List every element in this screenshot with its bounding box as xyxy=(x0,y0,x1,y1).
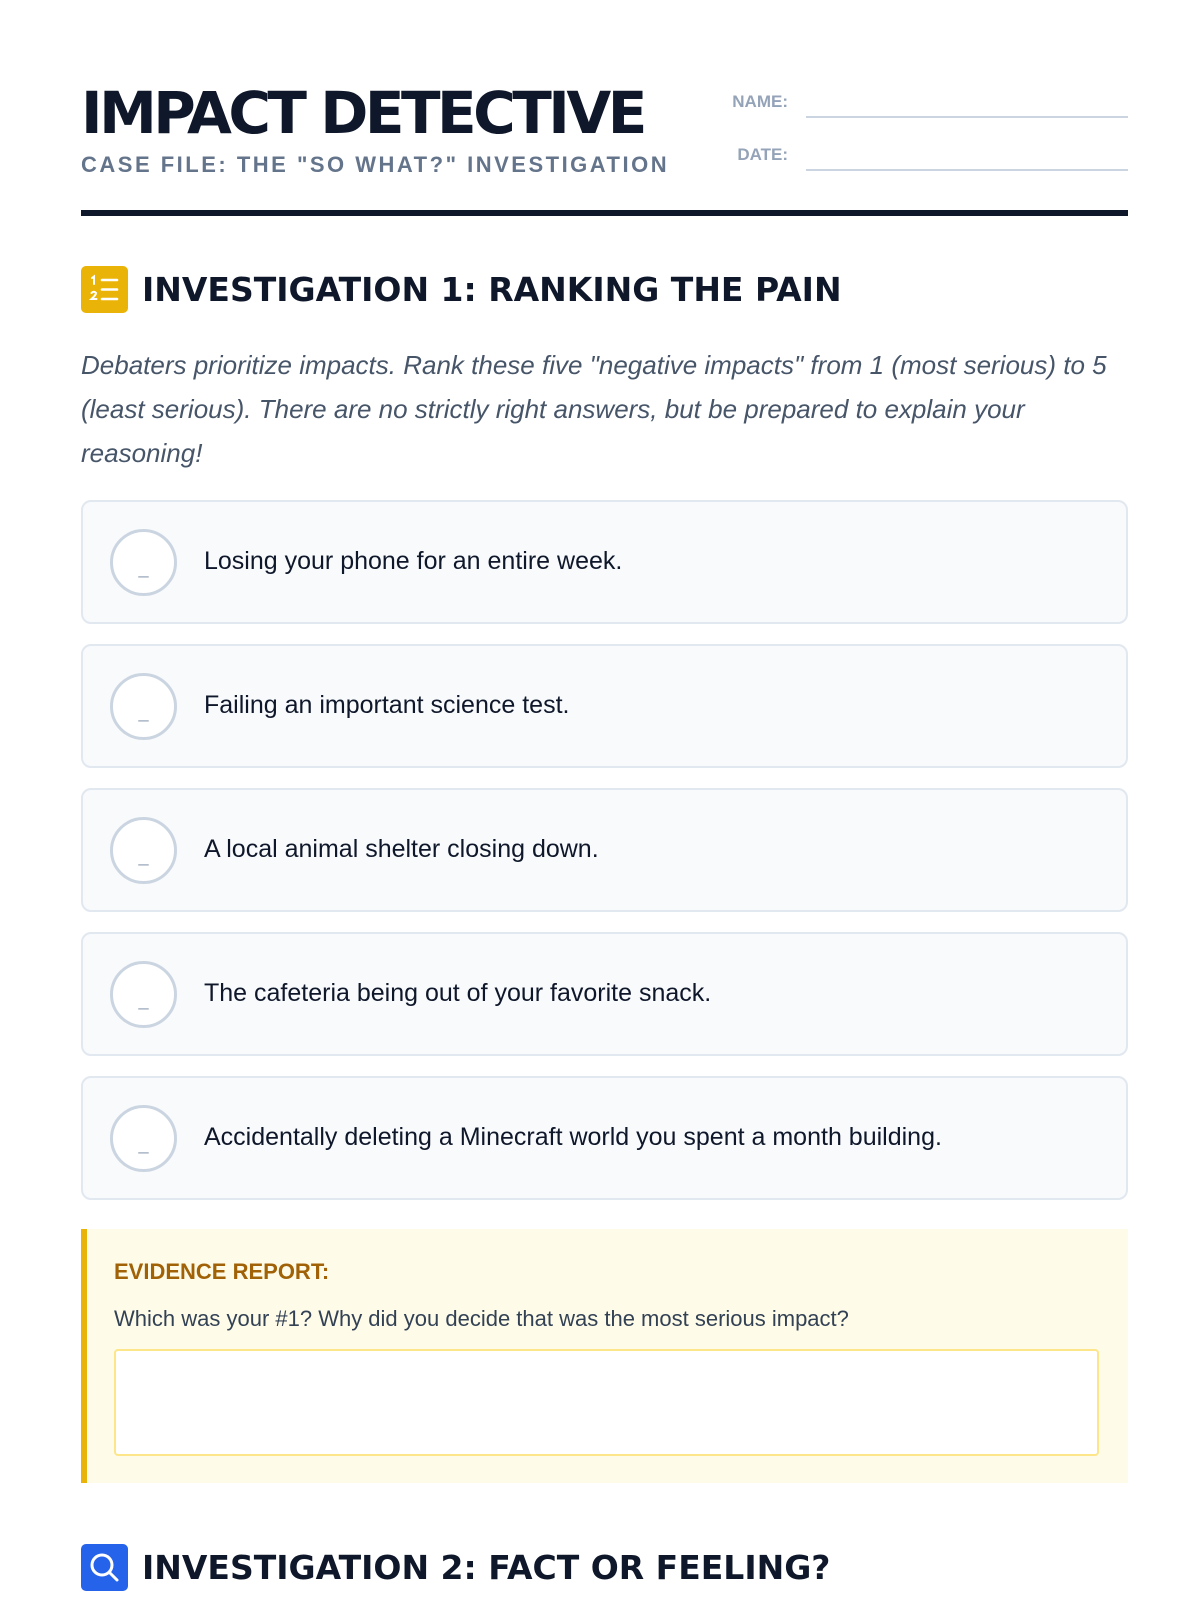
rank-blank: _ xyxy=(138,558,149,578)
rank-input[interactable] xyxy=(110,961,177,1028)
rank-item-text: A local animal shelter closing down. xyxy=(204,835,599,863)
rank-item-text: The cafeteria being out of your favorite snack. xyxy=(204,979,712,1007)
name-line[interactable] xyxy=(806,116,1128,118)
rank-blank: _ xyxy=(138,990,149,1010)
rank-item-text: Losing your phone for an entire week. xyxy=(204,547,623,575)
investigation-1-instructions: Debaters prioritize impacts. Rank these five "negative impacts" from 1 (most serious) to 5 (least serious). There are no strictly right answers, but be prepared to explain your reasoning! xyxy=(81,350,1107,468)
rank-input[interactable] xyxy=(110,529,177,596)
investigation-2-title: INVESTIGATION 2: FACT OR FEELING? xyxy=(142,1548,831,1587)
rank-input[interactable] xyxy=(110,1105,177,1172)
date-line[interactable] xyxy=(806,169,1128,171)
date-field[interactable] xyxy=(723,145,1128,175)
rank-item xyxy=(81,788,1128,912)
evidence-report-label: EVIDENCE REPORT: xyxy=(114,1259,330,1284)
investigation-1-title: INVESTIGATION 1: RANKING THE PAIN xyxy=(142,270,842,309)
rank-blank: _ xyxy=(138,846,149,866)
rank-item xyxy=(81,1076,1128,1200)
worksheet-subtitle: CASE FILE: THE "SO WHAT?" INVESTIGATION xyxy=(81,152,670,177)
investigation-2-heading xyxy=(81,1544,1128,1592)
rank-item-text: Failing an important science test. xyxy=(204,691,570,719)
rank-item xyxy=(81,932,1128,1056)
rank-item-text: Accidentally deleting a Minecraft world you spent a month building. xyxy=(204,1123,942,1151)
name-field[interactable] xyxy=(723,92,1128,122)
ordered-list-icon xyxy=(81,266,128,313)
worksheet-header xyxy=(81,79,1128,216)
ranking-list xyxy=(81,500,1128,1220)
date-label: DATE: xyxy=(737,145,788,164)
name-label: NAME: xyxy=(732,92,788,111)
rank-blank: _ xyxy=(138,1134,149,1154)
evidence-answer-box[interactable] xyxy=(114,1349,1099,1456)
evidence-report xyxy=(81,1229,1128,1483)
rank-input[interactable] xyxy=(110,673,177,740)
rank-item xyxy=(81,644,1128,768)
rank-item xyxy=(81,500,1128,624)
worksheet-title: IMPACT DETECTIVE xyxy=(81,79,644,147)
rank-input[interactable] xyxy=(110,817,177,884)
investigation-1-heading xyxy=(81,266,1128,314)
search-icon xyxy=(81,1544,128,1591)
rank-blank: _ xyxy=(138,702,149,722)
header-divider xyxy=(81,210,1128,216)
evidence-question: Which was your #1? Why did you decide that was the most serious impact? xyxy=(114,1306,849,1331)
